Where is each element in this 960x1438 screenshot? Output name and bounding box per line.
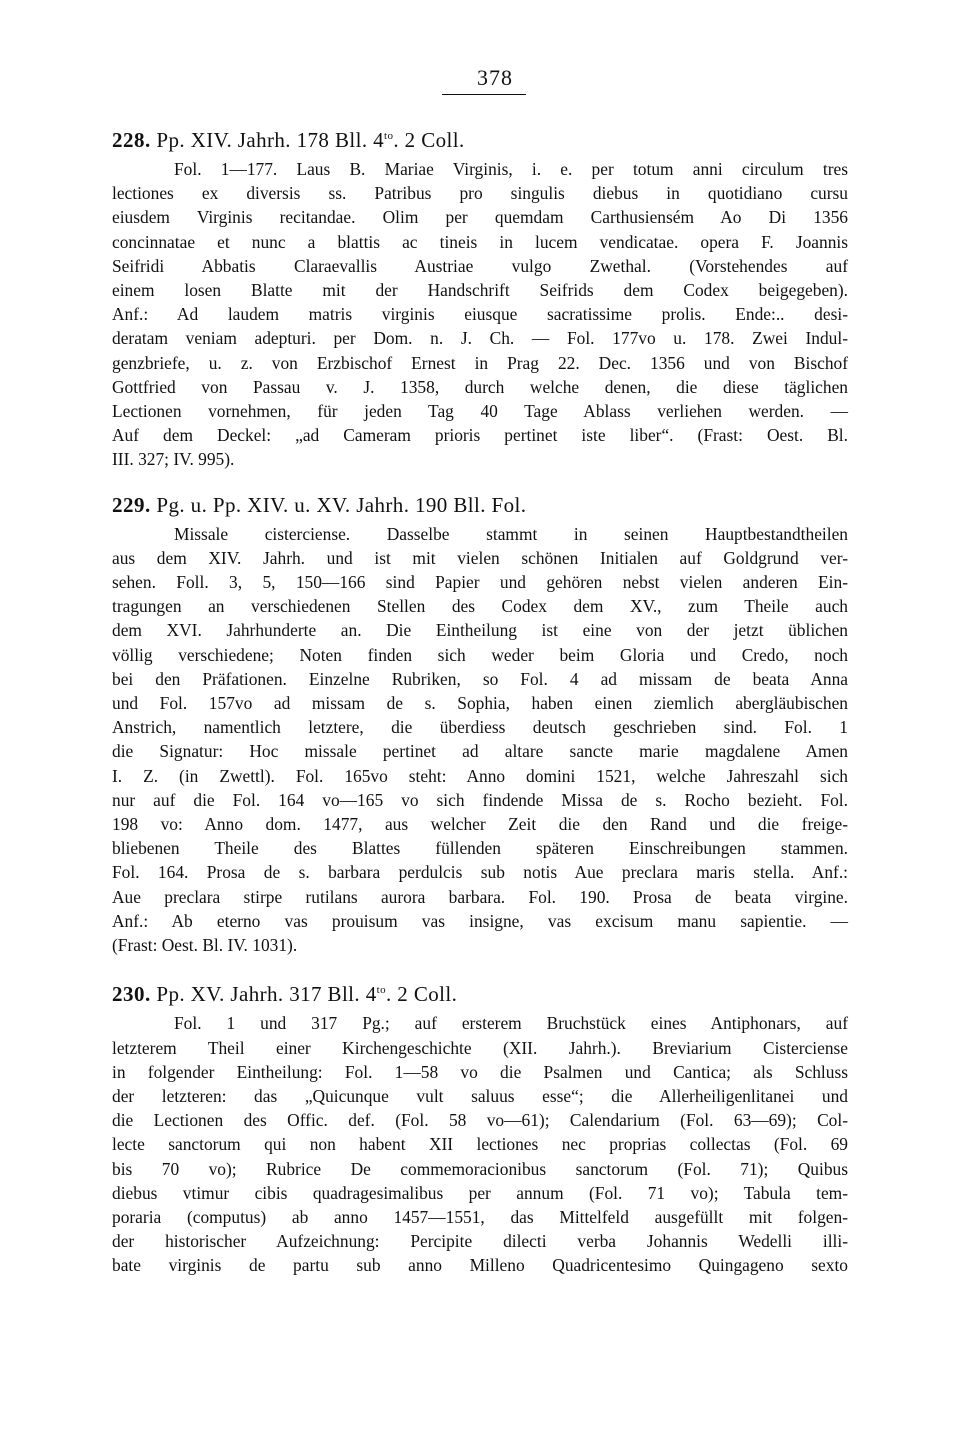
entry-text-line: Fol. 164. Prosa de s. barbara perdulcis sub notis Aue preclara maris stella. Anf.: xyxy=(112,862,848,883)
entry-header-text: Pp. XV. Jahrh. 317 Bll. 4 xyxy=(156,982,377,1007)
entry-text-line: Missale cisterciense. Dasselbe stammt in seinen Hauptbestandtheilen xyxy=(174,523,848,544)
entry-header-superscript: to xyxy=(384,130,394,142)
entry-text-line: in folgender Eintheilung: Fol. 1—58 vo die Psalmen und Cantica; als Schluss xyxy=(112,1061,848,1082)
entry-text-line: die Lectionen des Offic. def. (Fol. 58 vo—61); Calendarium (Fol. 63—69); Col- xyxy=(112,1110,848,1131)
entry-header-text: Pp. XIV. Jahrh. 178 Bll. 4 xyxy=(156,128,385,152)
entry-body xyxy=(112,1011,848,1277)
entry-text-line: (Frast: Oest. Bl. IV. 1031). xyxy=(112,935,298,956)
entry-text-line: poraria (computus) ab anno 1457—1551, das Mittelfeld ausgefüllt mit folgen- xyxy=(112,1206,848,1227)
entry-text-line: Anf.: Ad laudem matris virginis eiusque sacratissime prolis. Ende:.. desi- xyxy=(112,304,848,325)
entry-text-line: Gottfried von Passau v. J. 1358, durch welche denen, die diese täglichen xyxy=(112,376,848,397)
entry-text-line: lecte sanctorum qui non habent XII lectiones nec proprias collectas (Fol. 69 xyxy=(112,1134,848,1155)
entry-text-line: deratam veniam adepturi. per Dom. n. J. Ch. — Fol. 177vo u. 178. Zwei Indul- xyxy=(112,328,848,349)
entry-header-end: . 2 Coll. xyxy=(385,982,458,1007)
entry-text-line: Fol. 1—177. Laus B. Mariae Virginis, i. e. per totum anni circulum tres xyxy=(174,159,848,179)
entry-number: 228. xyxy=(112,128,151,152)
entry-text-line: sehen. Foll. 3, 5, 150—166 sind Papier und gehören nebst vielen anderen Ein- xyxy=(112,572,848,593)
entry-text-line: genzbriefe, u. z. von Erzbischof Ernest in Prag 22. Dec. 1356 und von Bischof xyxy=(112,352,848,373)
entry-text-line: eiusdem Virginis recitandae. Olim per quemdam Carthusiensém Ao Di 1356 xyxy=(112,207,848,228)
page-number-rule xyxy=(442,94,526,95)
entry-text-line: einem losen Blatte mit der Handschrift Seifrids dem Codex beigegeben). xyxy=(112,280,848,301)
entry-text-line: aus dem XIV. Jahrh. und ist mit vielen schönen Initialen auf Goldgrund ver- xyxy=(112,547,848,568)
entry-text-line: bate virginis de partu sub anno Milleno Quadricentesimo Quingageno sexto xyxy=(112,1255,848,1276)
catalog-entry xyxy=(112,490,848,958)
entry-text-line: Lectionen vornehmen, für jeden Tag 40 Tage Ablass verliehen werden. — xyxy=(112,401,848,422)
entry-text-line: bei den Präfationen. Einzelne Rubriken, so Fol. 4 ad missam de beata Anna xyxy=(112,668,848,689)
page-number: 378 xyxy=(477,65,513,90)
entry-text-line: 198 vo: Anno dom. 1477, aus welcher Zeit die den Rand und die freige- xyxy=(112,814,848,835)
entry-text-line: dem XVI. Jahrhunderte an. Die Eintheilung ist eine von der jetzt üblichen xyxy=(112,620,848,641)
entry-text-line: Seifridi Abbatis Claraevallis Austriae vulgo Zwethal. (Vorstehendes auf xyxy=(112,255,848,276)
entry-text-line: die Signatur: Hoc missale pertinet ad altare sancte marie magdalene Amen xyxy=(112,741,848,762)
entry-text-line: tragungen an verschiedenen Stellen des Codex dem XV., zum Theile auch xyxy=(112,596,848,617)
entry-text-line: Aue preclara stirpe rutilans aurora barbara. Fol. 190. Prosa de beata virgine. xyxy=(112,886,848,907)
entry-number: 230. xyxy=(112,982,151,1007)
entry-text-line: bis 70 vo); Rubrice De commemoracionibus sanctorum (Fol. 71); Quibus xyxy=(112,1158,848,1179)
entry-text-line: der letzteren: das „Quicunque vult saluus esse“; die Allerheiligenlitanei und xyxy=(112,1085,848,1106)
entry-text-line: concinnatae et nunc a blattis ac tineis in lucem vendicatae. opera F. Joannis xyxy=(112,231,848,252)
catalog-entries xyxy=(112,121,848,1278)
entry-text-line: III. 327; IV. 995). xyxy=(112,449,235,470)
entry-header-text: Pg. u. Pp. XIV. u. XV. Jahrh. 190 Bll. Fol. xyxy=(156,492,527,517)
entry-text-line: Fol. 1 und 317 Pg.; auf ersterem Bruchstück eines Antiphonars, auf xyxy=(174,1013,848,1034)
entry-header-superscript: to xyxy=(376,984,386,997)
entry-header xyxy=(112,975,848,1009)
entry-text-line: lectiones ex diversis ss. Patribus pro singulis diebus in quotidiano cursu xyxy=(112,183,848,204)
entry-text-line: völlig verschiedene; Noten finden sich weder beim Gloria und Credo, noch xyxy=(112,644,848,665)
entry-text-line: diebus vtimur cibis quadragesimalibus per annum (Fol. 71 vo); Tabula tem- xyxy=(112,1182,848,1203)
entry-text-line: der historischer Aufzeichnung: Percipite dilecti verba Johannis Wedelli illi- xyxy=(112,1231,848,1252)
entry-header xyxy=(112,121,848,155)
entry-body xyxy=(112,157,848,472)
entry-number: 229. xyxy=(112,492,151,517)
entry-text-line: Auf dem Deckel: „ad Cameram prioris pertinet iste liber“. (Frast: Oest. Bl. xyxy=(112,425,848,446)
catalog-entry xyxy=(112,975,848,1277)
entry-text-line: Anstrich, namentlich letztere, die überdiess deutsch geschrieben sind. Fol. 1 xyxy=(112,717,848,738)
catalog-entry xyxy=(112,121,848,472)
document-page xyxy=(112,66,848,1278)
entry-body xyxy=(112,522,848,958)
entry-text-line: nur auf die Fol. 164 vo—165 vo sich findende Missa de s. Rocho bezieht. Fol. xyxy=(112,789,848,810)
entry-header xyxy=(112,490,848,520)
entry-text-line: letzterem Theil einer Kirchengeschichte (XII. Jahrh.). Breviarium Cisterciense xyxy=(112,1037,848,1058)
entry-text-line: I. Z. (in Zwettl). Fol. 165vo steht: Anno domini 1521, welche Jahreszahl sich xyxy=(112,765,848,786)
entry-header-end: . 2 Coll. xyxy=(393,128,465,152)
entry-text-line: Anf.: Ab eterno vas prouisum vas insigne, vas excisum manu sapientie. — xyxy=(112,910,848,931)
entry-text-line: bliebenen Theile des Blattes füllenden späteren Einschreibungen stammen. xyxy=(112,838,848,859)
entry-text-line: und Fol. 157vo ad missam de s. Sophia, haben einen ziemlich abergläubischen xyxy=(112,693,848,714)
